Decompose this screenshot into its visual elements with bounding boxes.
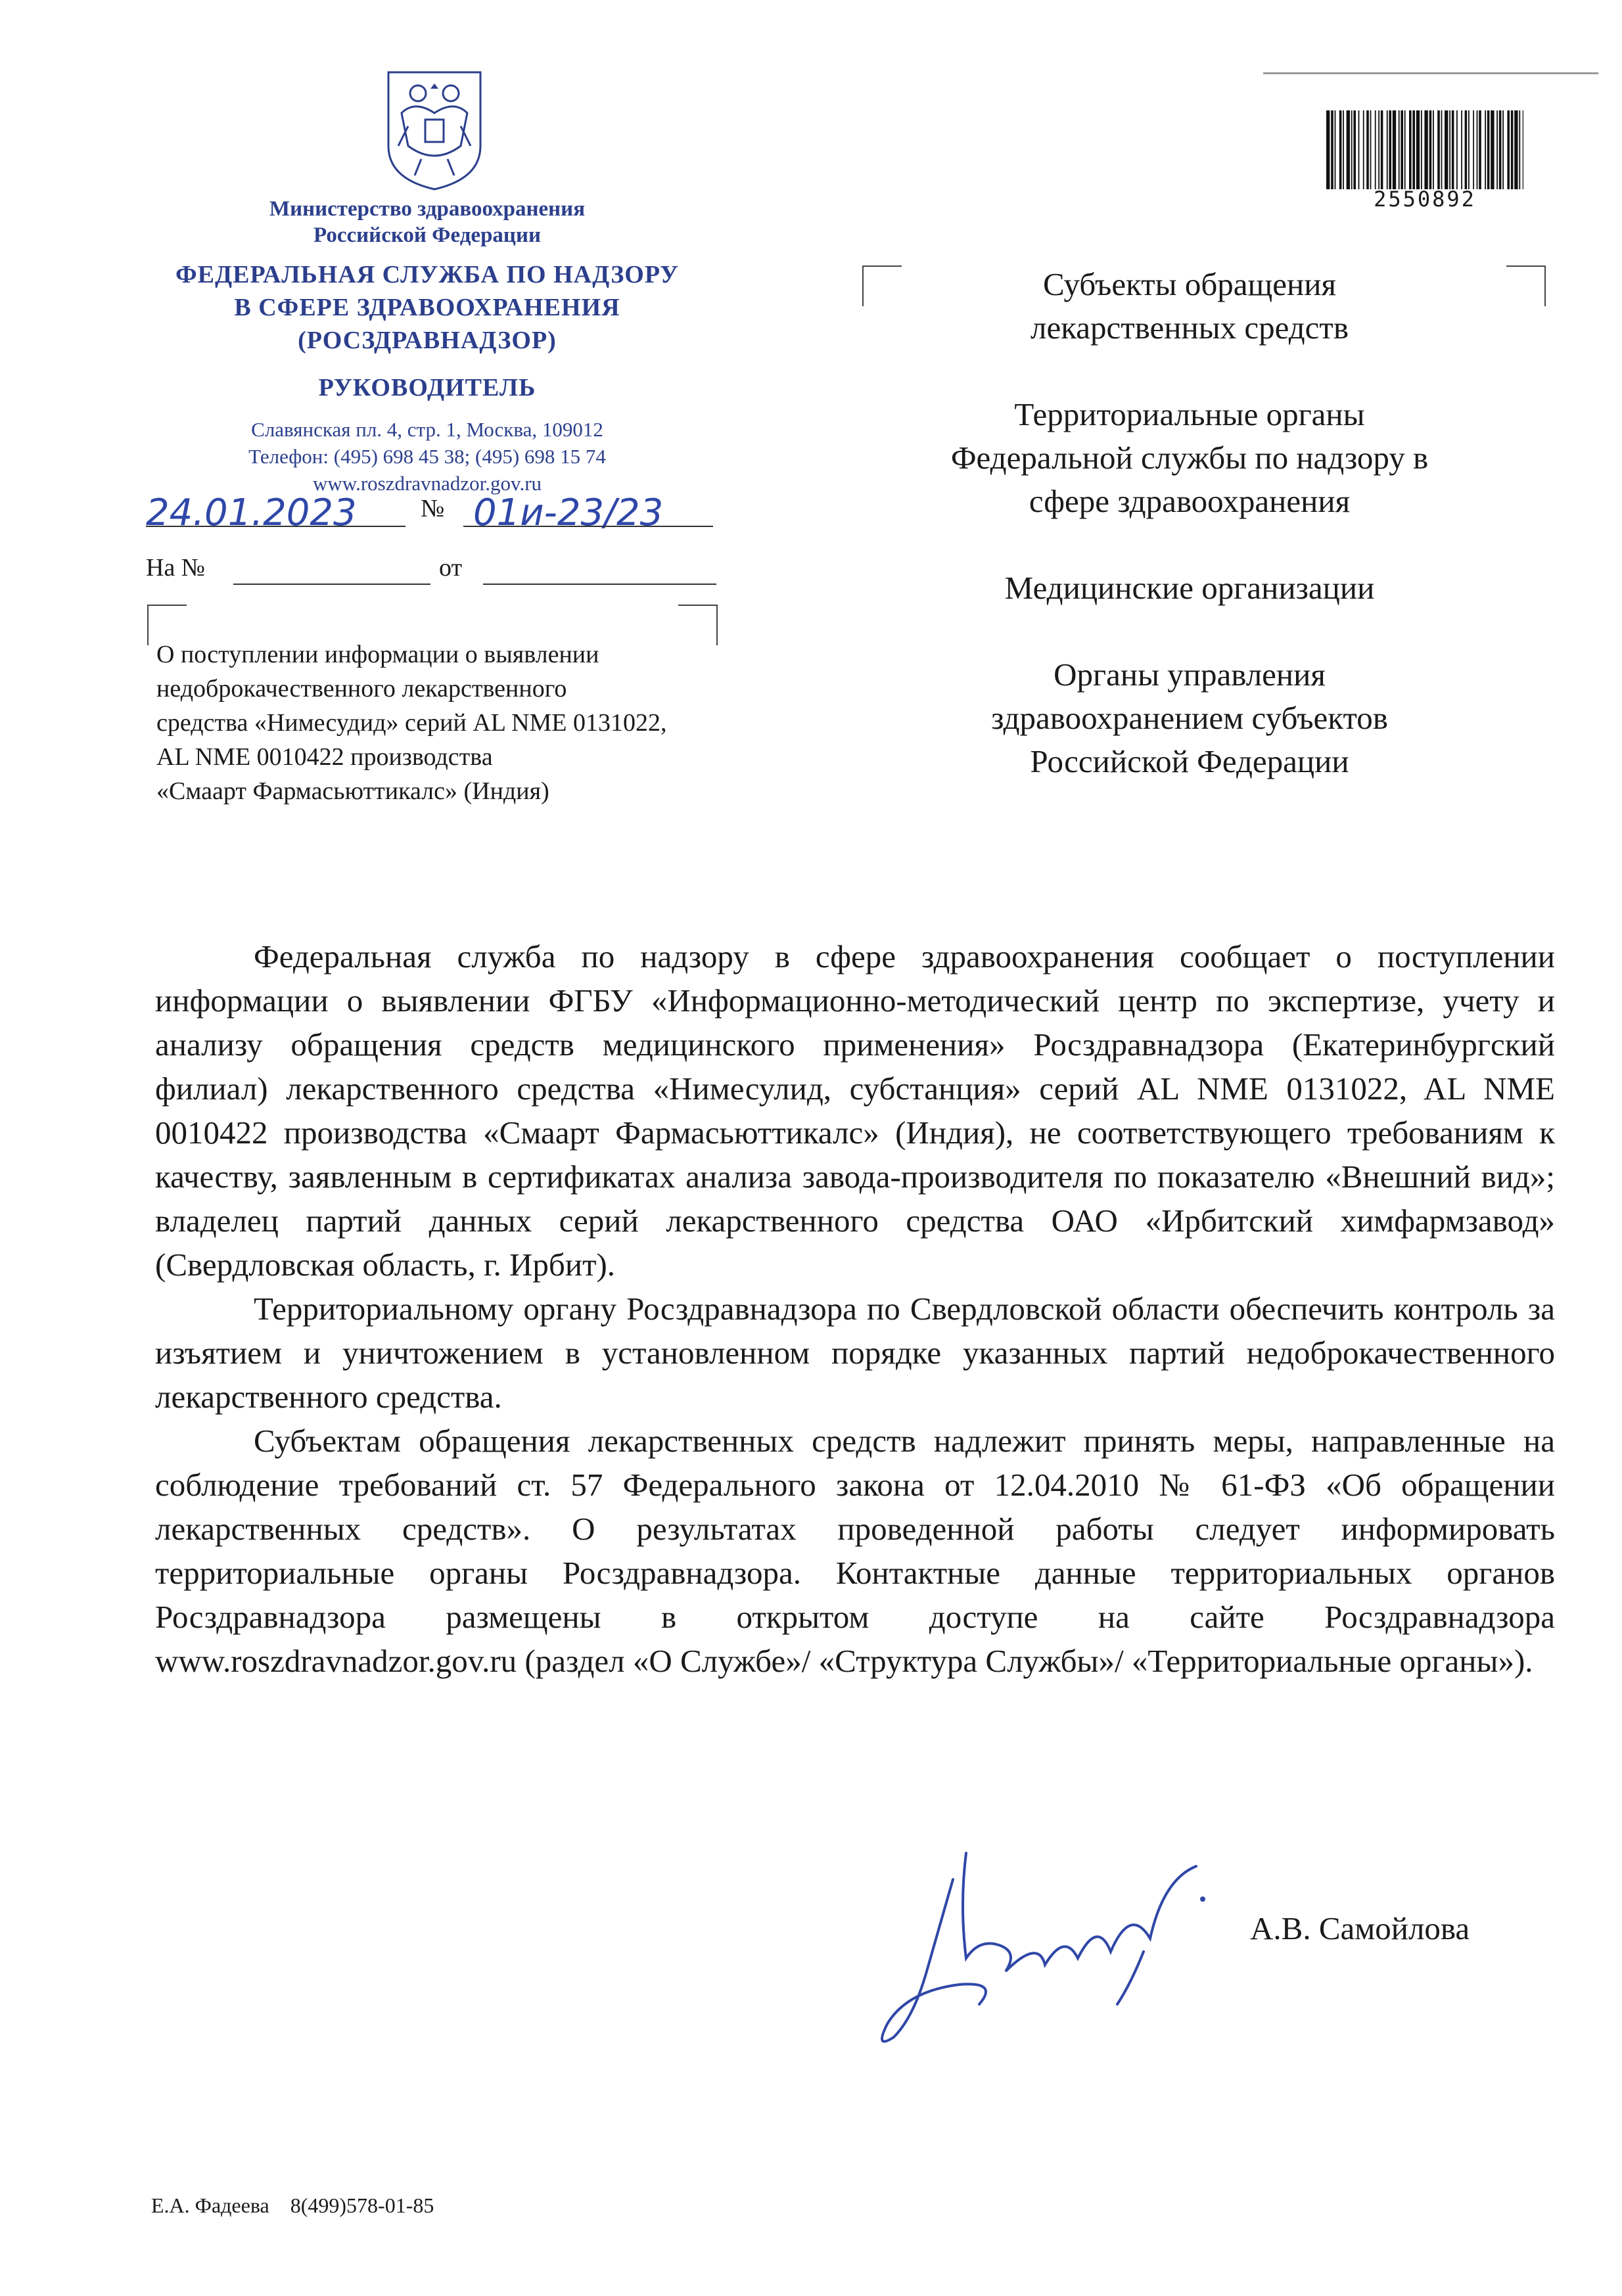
addressee-4-line-2: здравоохранением субъектов	[991, 700, 1388, 736]
address-text: Славянская пл. 4, стр. 1, Москва, 109012	[251, 418, 603, 441]
subject-line-5: «Смаарт Фармасьюттикалс» (Индия)	[156, 777, 549, 805]
addressee-2-line-2: Федеральной службы по надзору в	[950, 440, 1429, 476]
ref-from-line	[483, 584, 716, 585]
subject-line-4: AL NME 0010422 производства	[156, 743, 493, 771]
barcode-rule	[1263, 72, 1598, 74]
position-title: РУКОВОДИТЕЛЬ	[318, 374, 536, 402]
addressee-4	[868, 653, 1512, 783]
service-line-2: В СФЕРЕ ЗДРАВООХРАНЕНИЯ	[234, 294, 620, 321]
phone-text: Телефон: (495) 698 45 38; (495) 698 15 74	[248, 445, 606, 468]
addressee-block	[868, 263, 1512, 827]
body-paragraph-3: Субъектам обращения лекарственных средств надлежит принять меры, направленные на соблюдение требований ст. 57 Федерального закона от 12.04.2010 № 61-ФЗ «Об обращении лекарственных средств». О результатах проведенной работы следует информировать территориальные органы Росздравнадзора. Контактные данные территориальных органов Росздравнадзора размещены в открытом доступе на сайте Росздравнадзора www.roszdravnadzor.gov.ru (раздел «О Службе»/ «Структура Службы»/ «Территориальные органы»).	[155, 1423, 1555, 1679]
addressee-corner-right	[1506, 265, 1546, 306]
subject-line-1: О поступлении информации о выявлении	[156, 641, 599, 668]
service-line-1: ФЕДЕРАЛЬНАЯ СЛУЖБА ПО НАДЗОРУ	[175, 261, 679, 288]
addressee-1-line-2: лекарственных средств	[1031, 310, 1349, 346]
service-name	[118, 258, 736, 357]
addressee-1-line-1: Субъекты обращения	[1042, 266, 1336, 302]
letter-body	[155, 934, 1555, 1683]
ref-number-line	[233, 584, 430, 585]
addressee-2-line-3: сфере здравоохранения	[1029, 483, 1351, 519]
addressee-2-line-1: Территориальные органы	[1014, 396, 1365, 432]
ministry-line-1: Министерство здравоохранения	[269, 197, 586, 221]
number-sign: №	[421, 495, 445, 522]
barcode-number: 2550892	[1374, 187, 1476, 212]
signer-name: А.В. Самойлова	[1250, 1910, 1470, 1946]
body-paragraph-1: Федеральная служба по надзору в сфере здравоохранения сообщает о поступлении информации о выявлении ФГБУ «Информационно-методический центр по экспертизе, учету и анализу обращения средств медицинского применения» Росздравнадзора (Екатеринбургский филиал) лекарственного средства «Нимесулид, субстанция» серий AL NME 0131022, AL NME 0010422 производства «Смаарт Фармасьюттикалс» (Индия), не соответствующего требованиям к качеству, заявленным в сертификатах анализа завода-производителя по показателю «Внешний вид»; владелец партий данных серий лекарственного средства ОАО «Ирбитский химфармзавод» (Свердловская область, г. Ирбит).	[155, 938, 1555, 1283]
handwritten-date: 24.01.2023	[146, 492, 357, 534]
subject-line-2: недоброкачественного лекарственного	[156, 675, 567, 702]
executor-phone: 8(499)578-01-85	[290, 2193, 434, 2217]
addressee-4-line-3: Российской Федерации	[1030, 743, 1349, 779]
addressee-3	[868, 566, 1512, 610]
addressee-3-line-1: Медицинские организации	[1004, 570, 1375, 606]
addressee-2	[868, 393, 1512, 523]
barcode	[1326, 110, 1523, 189]
handwritten-number: 01и-23/23	[473, 492, 664, 534]
date-underline	[146, 526, 406, 527]
addressee-4-line-1: Органы управления	[1054, 656, 1326, 693]
handwritten-signature	[868, 1840, 1236, 2057]
coat-of-arms-emblem	[382, 67, 487, 192]
ministry-line-2: Российской Федерации	[313, 223, 541, 247]
addressee-1	[868, 263, 1512, 350]
service-line-3: (РОСЗДРАВНАДЗОР)	[298, 327, 557, 354]
subject-text	[156, 637, 787, 808]
ministry-name	[118, 196, 736, 248]
executor-name: Е.А. Фадеева	[151, 2193, 269, 2217]
body-paragraph-2: Территориальному органу Росздравнадзора по Свердловской области обеспечить контроль за изъятием и уничтожением в установленном порядке указанных партий недоброкачественного лекарственного средства.	[155, 1291, 1555, 1415]
ref-from-label: от	[439, 554, 463, 582]
ref-number-label: На №	[146, 554, 206, 582]
contact-block	[118, 416, 736, 497]
number-underline	[463, 526, 713, 527]
executor-info	[151, 2193, 434, 2218]
subject-line-3: средства «Нимесудид» серий AL NME 0131022,	[156, 709, 667, 737]
website-text: www.roszdravnadzor.gov.ru	[312, 472, 542, 495]
